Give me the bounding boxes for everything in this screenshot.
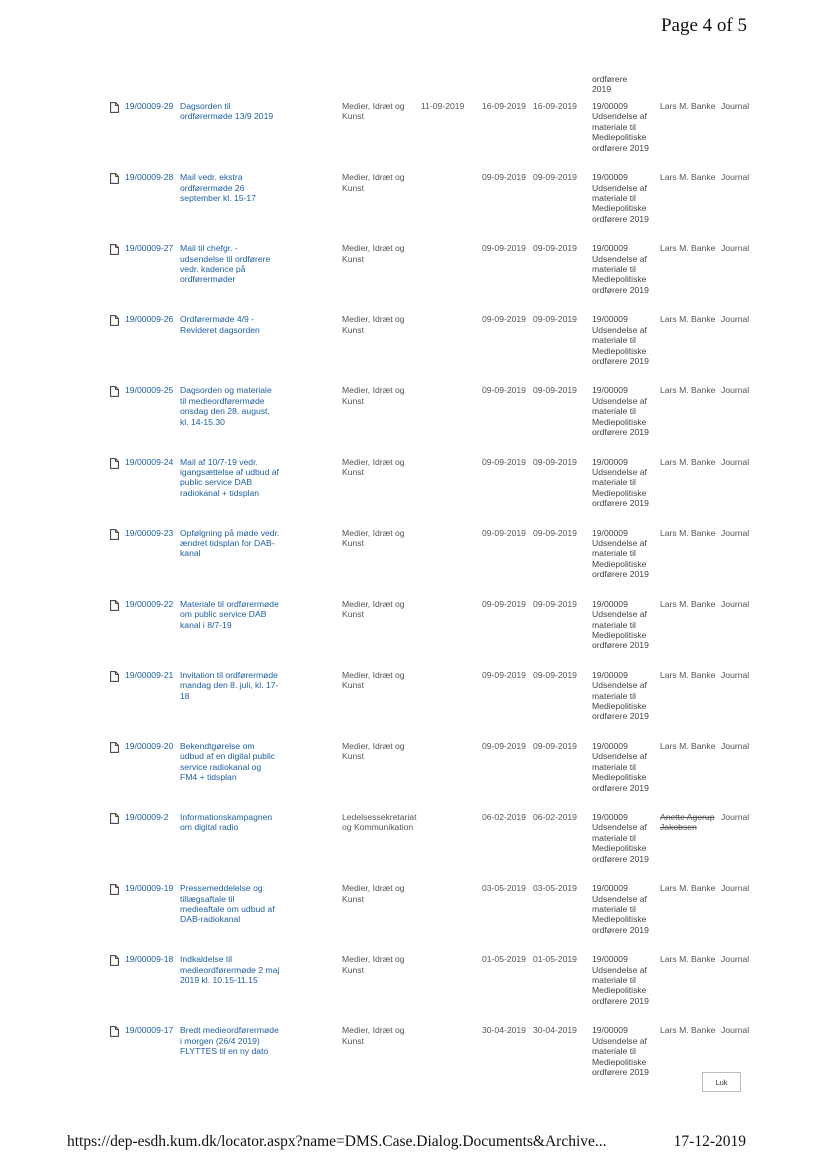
table-row[interactable] <box>0 172 828 244</box>
responsible-cell: Lars M. Banke <box>660 385 716 396</box>
responsible-cell: Lars M. Banke <box>660 527 716 538</box>
document-type-cell: Journal <box>721 1025 750 1036</box>
document-number-link[interactable]: 19/00009-17 <box>125 1025 174 1036</box>
responsible-cell: Lars M. Banke <box>660 883 716 894</box>
document-title-link[interactable]: Mail af 10/7-19 vedr. igangsættelse af udbud af public service DAB radiokanal + tidsplan <box>180 456 279 498</box>
document-title-link[interactable]: Opfølgning på møde vedr. ændret tidsplan for DAB-kanal <box>180 527 280 559</box>
document-title-link[interactable]: Informationskampagnen om digital radio <box>180 812 273 833</box>
registered-date-cell: 09-09-2019 <box>482 385 526 396</box>
document-title-link[interactable]: Materiale til ordførermøde om public service DAB kanal i 8/7-19 <box>180 598 279 630</box>
modified-date-cell: 09-09-2019 <box>533 243 577 254</box>
document-number-link[interactable]: 19/00009-29 <box>125 101 174 111</box>
close-button[interactable]: Luk <box>702 1072 741 1092</box>
document-icon <box>110 955 119 966</box>
department-cell: Medier, Idræt og Kunst <box>342 101 405 122</box>
modified-date-cell: 03-05-2019 <box>533 883 577 894</box>
responsible-cell: Lars M. Banke <box>660 669 716 680</box>
responsible-cell: Lars M. Banke <box>660 954 716 965</box>
table-row[interactable] <box>0 812 828 884</box>
document-icon <box>110 458 119 469</box>
case-cell: 19/00009 Udsendelse af materiale til Mediepolitiske ordførere 2019 <box>592 385 649 438</box>
table-row[interactable] <box>0 528 828 600</box>
registered-date-cell: 03-05-2019 <box>482 883 526 894</box>
department-cell: Medier, Idræt og Kunst <box>342 598 405 620</box>
registered-date-cell: 16-09-2019 <box>482 101 526 111</box>
document-icon <box>110 386 119 397</box>
modified-date-cell: 09-09-2019 <box>533 669 577 680</box>
modified-date-cell: 09-09-2019 <box>533 598 577 609</box>
case-cell: 19/00009 Udsendelse af materiale til Mediepolitiske ordførere 2019 <box>592 740 649 793</box>
responsible-cell: Lars M. Banke <box>660 101 716 111</box>
case-cell: 19/00009 Udsendelse af materiale til Mediepolitiske ordførere 2019 <box>592 172 649 224</box>
modified-date-cell: 09-09-2019 <box>533 527 577 538</box>
modified-date-cell: 09-09-2019 <box>533 385 577 396</box>
document-number-link[interactable]: 19/00009-19 <box>125 883 174 894</box>
document-title-link[interactable]: Mail vedr. ekstra ordførermøde 26 september kl. 15-17 <box>180 172 256 203</box>
registered-date-cell: 09-09-2019 <box>482 243 526 254</box>
document-number-link[interactable]: 19/00009-24 <box>125 456 174 467</box>
document-title-link[interactable]: Bredt medieordførermøde i morgen (26/4 2019) FLYTTES til en ny dato <box>180 1025 279 1057</box>
responsible-cell: Anette Agerup Jakobsen <box>660 812 715 833</box>
department-cell: Medier, Idræt og Kunst <box>342 314 405 335</box>
footer-url: https://dep-esdh.kum.dk/locator.aspx?name=DMS.Case.Dialog.Documents&Archive... <box>67 1133 607 1150</box>
document-icon <box>110 173 119 184</box>
responsible-cell: Lars M. Banke <box>660 598 716 609</box>
modified-date-cell: 09-09-2019 <box>533 740 577 751</box>
document-title-link[interactable]: Invitation til ordførermøde mandag den 8. juli, kl. 17-18 <box>180 669 279 701</box>
table-row[interactable] <box>0 883 828 955</box>
table-row[interactable] <box>0 457 828 529</box>
document-number-link[interactable]: 19/00009-21 <box>125 669 174 680</box>
document-type-cell: Journal <box>721 456 750 467</box>
document-title-link[interactable]: Mail til chefgr. - udsendelse til ordførere vedr. kadence på ordførermøder <box>180 243 271 285</box>
case-cell: 19/00009 Udsendelse af materiale til Mediepolitiske ordførere 2019 <box>592 243 649 295</box>
case-cell: 19/00009 Udsendelse af materiale til Mediepolitiske ordførere 2019 <box>592 314 649 366</box>
modified-date-cell: 30-04-2019 <box>533 1025 577 1036</box>
document-date-cell: 11-09-2019 <box>421 101 465 111</box>
case-cell: 19/00009 Udsendelse af materiale til Mediepolitiske ordførere 2019 <box>592 527 649 580</box>
department-cell: Medier, Idræt og Kunst <box>342 456 405 477</box>
registered-date-cell: 09-09-2019 <box>482 172 526 183</box>
document-icon <box>110 671 119 682</box>
modified-date-cell: 16-09-2019 <box>533 101 577 111</box>
document-type-cell: Journal <box>721 598 750 609</box>
table-row[interactable] <box>0 670 828 742</box>
document-icon <box>110 244 119 255</box>
department-cell: Medier, Idræt og Kunst <box>342 740 405 762</box>
case-cell: 19/00009 Udsendelse af materiale til Mediepolitiske ordførere 2019 <box>592 598 649 651</box>
modified-date-cell: 01-05-2019 <box>533 954 577 965</box>
registered-date-cell: 09-09-2019 <box>482 527 526 538</box>
table-row[interactable] <box>0 314 828 386</box>
table-row[interactable] <box>0 741 828 813</box>
document-type-cell: Journal <box>721 101 750 111</box>
document-number-link[interactable]: 19/00009-27 <box>125 243 174 254</box>
registered-date-cell: 01-05-2019 <box>482 954 526 965</box>
case-cell: 19/00009 Udsendelse af materiale til Mediepolitiske ordførere 2019 <box>592 812 649 864</box>
document-title-link[interactable]: Dagsorden og materiale til medieordførermøde onsdag den 28. august, kl. 14-15.30 <box>180 385 272 427</box>
document-icon <box>110 742 119 753</box>
document-icon <box>110 529 119 540</box>
document-type-cell: Journal <box>721 314 750 325</box>
document-number-link[interactable]: 19/00009-28 <box>125 172 174 183</box>
responsible-cell: Lars M. Banke <box>660 456 716 467</box>
document-icon <box>110 315 119 326</box>
table-row[interactable] <box>0 385 828 457</box>
department-cell: Medier, Idræt og Kunst <box>342 527 405 548</box>
responsible-cell: Lars M. Banke <box>660 740 716 751</box>
document-title-link[interactable]: Ordførermøde 4/9 - Revideret dagsorden <box>180 314 260 335</box>
document-type-cell: Journal <box>721 669 750 680</box>
document-number-link[interactable]: 19/00009-23 <box>125 527 174 538</box>
document-title-link[interactable]: Dagsorden til ordførermøde 13/9 2019 <box>180 101 274 122</box>
modified-date-cell: 09-09-2019 <box>533 314 577 325</box>
document-number-link[interactable]: 19/00009-2 <box>125 812 169 822</box>
responsible-cell: Lars M. Banke <box>660 172 716 183</box>
document-number-link[interactable]: 19/00009-18 <box>125 954 174 965</box>
department-cell: Medier, Idræt og Kunst <box>342 385 405 406</box>
document-type-cell: Journal <box>721 527 750 538</box>
document-icon <box>110 102 119 113</box>
document-number-link[interactable]: 19/00009-20 <box>125 740 174 751</box>
registered-date-cell: 09-09-2019 <box>482 598 526 609</box>
table-row[interactable] <box>0 954 828 1026</box>
document-title-link[interactable]: Indkaldelse til medieordførermøde 2 maj 2019 kl. 10.15-11.15 <box>180 954 280 985</box>
department-cell: Medier, Idræt og Kunst <box>342 669 405 691</box>
registered-date-cell: 09-09-2019 <box>482 740 526 751</box>
case-cell: 19/00009 Udsendelse af materiale til Mediepolitiske ordførere 2019 <box>592 669 649 722</box>
document-title-link[interactable]: Pressemeddelelse og tillægsaftale til medieaftale om udbud af DAB-radiokanal <box>180 883 275 925</box>
case-cell: 19/00009 Udsendelse af materiale til Mediepolitiske ordførere 2019 <box>592 883 649 935</box>
case-cell: 19/00009 Udsendelse af materiale til Mediepolitiske ordførere 2019 <box>592 954 649 1006</box>
registered-date-cell: 09-09-2019 <box>482 314 526 325</box>
document-icon <box>110 813 119 824</box>
document-number-link[interactable]: 19/00009-22 <box>125 598 174 609</box>
document-title-link[interactable]: Bekendtgørelse om udbud af en digital public service radiokanal og FM4 + tidsplan <box>180 740 276 783</box>
document-icon <box>110 600 119 611</box>
registered-date-cell: 09-09-2019 <box>482 669 526 680</box>
case-cell: 19/00009 Udsendelse af materiale til Mediepolitiske ordførere 2019 <box>592 101 649 153</box>
document-type-cell: Journal <box>721 740 750 751</box>
document-icon <box>110 1026 119 1037</box>
document-type-cell: Journal <box>721 954 750 965</box>
responsible-cell: Lars M. Banke <box>660 243 716 254</box>
registered-date-cell: 30-04-2019 <box>482 1025 526 1036</box>
responsible-cell: Lars M. Banke <box>660 1025 716 1036</box>
department-cell: Medier, Idræt og Kunst <box>342 883 405 904</box>
page-number: Page 4 of 5 <box>660 15 747 36</box>
document-number-link[interactable]: 19/00009-26 <box>125 314 174 325</box>
department-cell: Medier, Idræt og Kunst <box>342 243 405 264</box>
department-cell: Medier, Idræt og Kunst <box>342 1025 405 1046</box>
footer-date: 17-12-2019 <box>673 1133 746 1150</box>
table-row[interactable] <box>0 599 828 671</box>
modified-date-cell: 09-09-2019 <box>533 172 577 183</box>
case-cell: 19/00009 Udsendelse af materiale til Mediepolitiske ordførere 2019 <box>592 1025 649 1077</box>
registered-date-cell: 06-02-2019 <box>482 812 526 822</box>
document-type-cell: Journal <box>721 812 750 822</box>
department-cell: Ledelsessekretariat og Kommunikation <box>342 812 417 833</box>
modified-date-cell: 06-02-2019 <box>533 812 577 822</box>
document-type-cell: Journal <box>721 243 750 254</box>
table-row[interactable] <box>0 243 828 315</box>
responsible-cell: Lars M. Banke <box>660 314 716 325</box>
carryover-case-text: ordførere 2019 <box>592 74 628 95</box>
registered-date-cell: 09-09-2019 <box>482 456 526 467</box>
department-cell: Medier, Idræt og Kunst <box>342 172 405 193</box>
document-type-cell: Journal <box>721 883 750 894</box>
case-cell: 19/00009 Udsendelse af materiale til Mediepolitiske ordførere 2019 <box>592 456 649 509</box>
department-cell: Medier, Idræt og Kunst <box>342 954 405 975</box>
table-row[interactable] <box>0 101 828 173</box>
document-type-cell: Journal <box>721 385 750 396</box>
document-type-cell: Journal <box>721 172 750 183</box>
document-icon <box>110 884 119 895</box>
document-number-link[interactable]: 19/00009-25 <box>125 385 174 396</box>
modified-date-cell: 09-09-2019 <box>533 456 577 467</box>
